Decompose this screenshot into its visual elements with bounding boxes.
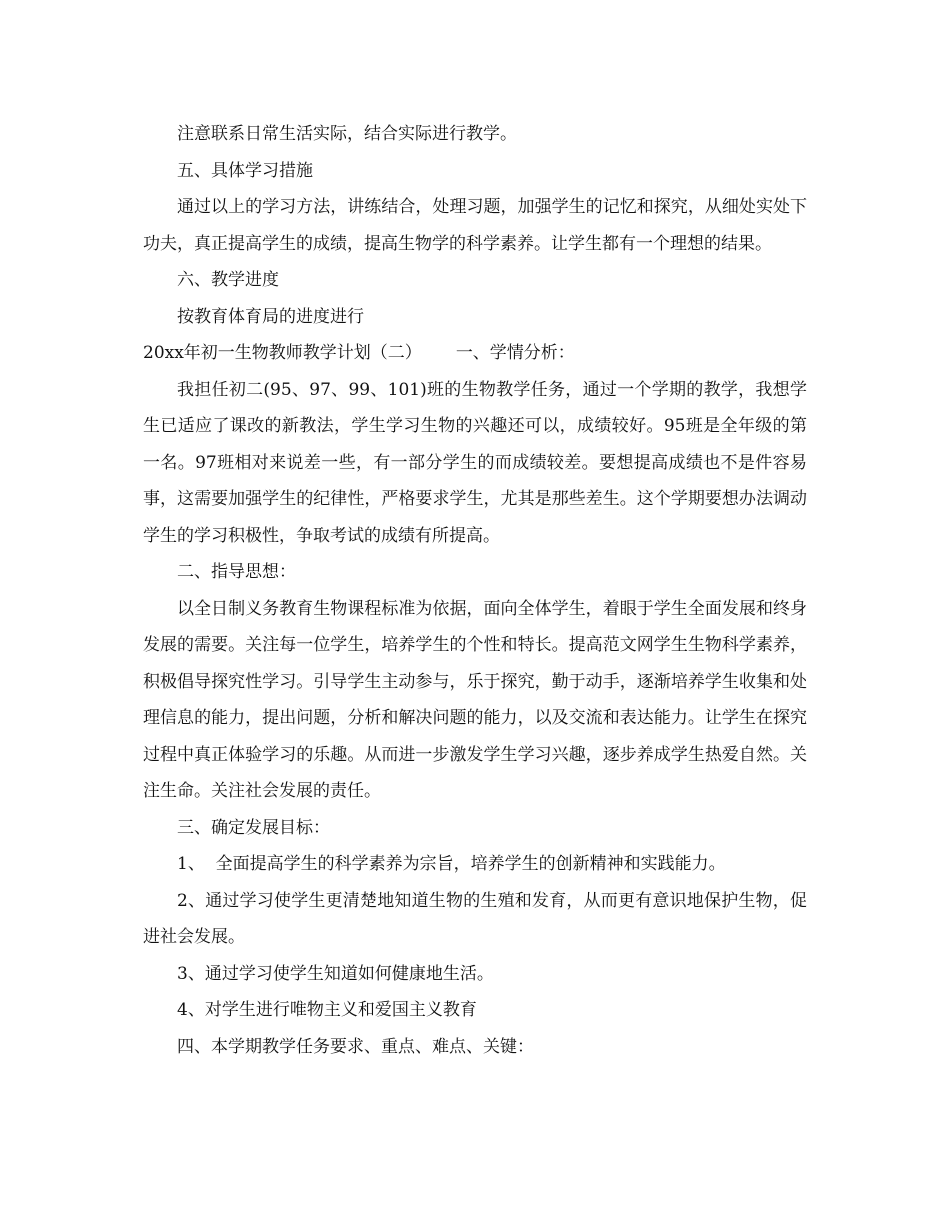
paragraph-learning-measures: 通过以上的学习方法，讲练结合，处理习题，加强学生的记忆和探究，从细处实处下功夫，真正提高学生的成绩，提高生物学的科学素养。让学生都有一个理想的结果。 xyxy=(143,197,807,254)
plan-title: 20xx年初一生物教师教学计划（二） xyxy=(143,343,422,363)
heading-learning-measures: 五、具体学习措施 xyxy=(177,160,313,181)
heading-teaching-schedule: 六、教学进度 xyxy=(177,270,279,290)
paragraph-guiding-ideology: 以全日制义务教育生物课程标准为依据，面向全体学生，着眼于学生全面发展和终身发展的需要。关注每一位学生，培养学生的个性和特长。提高范文网学生生物科学素养，积极倡导探究性学习。引导学生主动参与，乐于探究，勤于动手，逐渐培养学生收集和处理信息的能力，提出问题，分析和解决问题的能力，以及交流和表达能力。让学生在探究过程中真正体验学习的乐趣。从而进一步激发学生学习兴趣，逐步养成学生热爱自然。关注生命。关注社会发展的责任。 xyxy=(143,598,807,801)
document-body xyxy=(143,116,807,1065)
goal-item-4: 4、对学生进行唯物主义和爱国主义教育 xyxy=(177,1000,477,1020)
heading-student-analysis: 一、学情分析： xyxy=(455,343,575,363)
goal-item-2: 2、通过学习使学生更清楚地知道生物的生殖和发育，从而更有意识地保护生物，促进社会发展。 xyxy=(143,890,807,947)
heading-guiding-ideology: 二、指导思想： xyxy=(177,562,296,582)
heading-development-goals: 三、确定发展目标： xyxy=(177,817,330,838)
goal-item-3: 3、通过学习使学生知道如何健康地生活。 xyxy=(177,963,494,984)
heading-semester-tasks: 四、本学期教学任务要求、重点、难点、关键： xyxy=(177,1036,534,1057)
plan-title-line xyxy=(143,335,807,372)
goal-item-1: 1、 全面提高学生的科学素养为宗旨，培养学生的创新精神和实践能力。 xyxy=(177,854,726,874)
paragraph-student-analysis: 我担任初二(95、97、99、101)班的生物教学任务，通过一个学期的教学，我想学生已适应了课改的新教法，学生学习生物的兴趣还可以，成绩较好。95班是全年级的第一名。97班相对来说差一些，有一部分学生的而成绩较差。要想提高成绩也不是件容易事，这需要加强学生的纪律性，严格要求学生，尤其是那些差生。这个学期要想办法调动学生的学习积极性，争取考试的成绩有所提高。 xyxy=(143,379,807,546)
paragraph-teaching-practice: 注意联系日常生活实际，结合实际进行教学。 xyxy=(177,124,517,144)
paragraph-teaching-schedule: 按教育体育局的进度进行 xyxy=(177,306,364,327)
